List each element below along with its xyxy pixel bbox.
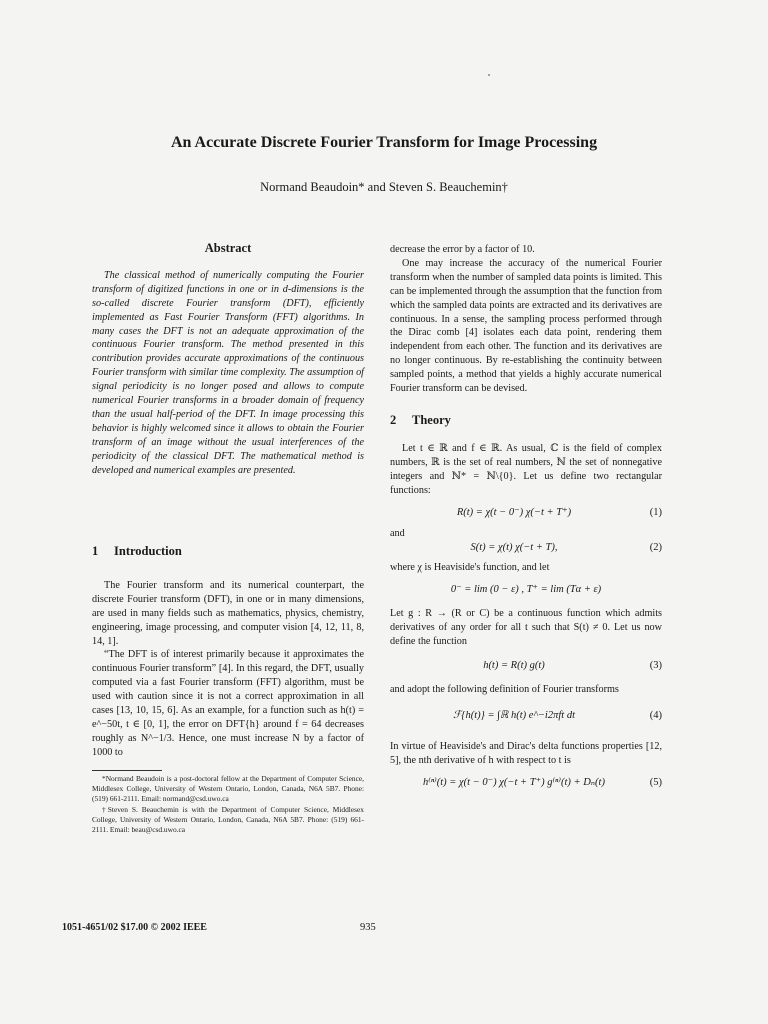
intro-paragraph-1: The Fourier transform and its numerical counterpart, the discrete Fourier transform (DFT), in one or in many dimensions, are used in many fields such as mathematics, physics, chemistry, engineering, image processing, and computer vision [4, 12, 11, 8, 14, 1]. [92,579,364,647]
paragraph-accuracy: One may increase the accuracy of the numerical Fourier transform when the number of sampled data points is limited. This can be implemented through the assumption that the function from which the sampled data points are extracted and its derivatives are continuous. In a sense, the sampling process performed through the Dirac comb [4] isolates each data point, rendering them independent from each other. The function and its derivatives are no longer continuous. By re-establishing the continuity between sampled points, a method that yields a highly accurate numerical Fourier transform can be devised. [390,257,662,395]
equation-1 [390,506,662,520]
theory-number: 2 [390,412,397,427]
intro-paragraph-2: “The DFT is of interest primarily because it approximates the continuous Fourier transform” [4]. In this regard, the DFT, usually computed via a fast Fourier transform (FFT) algorithm, must be used with caution since it is not a correct approximation in all cases [13, 10, 15, 6]. As an example, for a function such as h(t) = e^−50t, t ∈ [0, 1], the error on DFT{h} around f = 64 decreases roughly as N^−1/3. Hence, one must increase N by a factor of 1000 to [92,649,364,758]
intro-heading [92,545,364,559]
equation-2-number: (2) [649,542,662,554]
paper-authors: Normand Beaudoin* and Steven S. Beauchemin† [260,180,508,194]
page-number: 935 [360,922,376,933]
theory-paragraph-5: In virtue of Heaviside's and Dirac's delta functions properties [12, 5], the nth derivative of h with respect to t is [390,741,662,767]
equation-2-body: S(t) = χ(t) χ(−t + T), [470,542,558,554]
equation-3-body: h(t) = R(t) g(t) [483,659,545,671]
theory-paragraph-4: and adopt the following definition of Fourier transforms [390,683,619,695]
equation-4-body: ℱ{h(t)} = ∫ℝ h(t) e^−i2πft dt [453,709,575,721]
theory-paragraph-3: Let g : R → (R or C) be a continuous function which admits derivatives of any order for all t such that S(t) ≠ 0. Let us now define the function [390,608,662,647]
footnote-2: †Steven S. Beauchemin is with the Department of Computer Science, Middlesex College, University of Western Ontario, London, Canada, N6A 5B7. Phone: (519) 661-2111. Email: beau@csd.uwo.ca [92,804,364,835]
intro-number: 1 [92,544,99,558]
equation-2 [390,541,662,555]
left-column [92,242,364,478]
equation-3 [390,659,662,673]
scan-speck [488,74,490,76]
footnote-rule [92,770,162,771]
paragraph-continue: decrease the error by a factor of 10. [390,244,535,255]
equation-3-number: (3) [649,659,662,671]
abstract-text: The classical method of numerically computing the Fourier transform of digitized functions in one or in d-dimensions is the so-called discrete Fourier transform (DFT), efficiently implemented as Fast Fourier Transform (FFT) algorithms. In many cases the DFT is not an adequate approximation of the continuous Fourier transform. The method presented in this contribution provides accurate approximations of the continuous Fourier transform with similar time complexity. The assumption of signal periodicity is no longer posed and allows to compute numerical Fourier transforms in a broader domain of frequency than the usual half-period of the DFT. In image processing this behavior is highly welcomed since it allows to obtain the Fourier transform of an image without the usual interferences of the periodicity of the classical DFT. The mathematical method is developed and numerical examples are presented. [92,269,364,476]
equation-5 [390,776,662,790]
theory-paragraph-2: where χ is Heaviside's function, and let [390,562,550,574]
paper-title: An Accurate Discrete Fourier Transform for Image Processing [170,134,598,151]
and-text: and [390,528,405,540]
intro-section [92,545,364,760]
theory-title: Theory [412,412,451,427]
theory-paragraph-1: Let t ∈ ℝ and f ∈ ℝ. As usual, ℂ is the field of complex numbers, ℝ is the set of real numbers, ℕ the set of nonnegative integers and ℕ* = ℕ\{0}. Let us define two rectangular functions: [390,442,662,496]
footnotes [92,770,364,835]
equation-1-body: R(t) = χ(t − 0⁻) χ(−t + T⁺) [456,506,572,518]
intro-title: Introduction [114,544,182,558]
equation-4-number: (4) [649,709,662,721]
equation-4 [390,709,662,723]
equation-5-number: (5) [649,777,662,789]
equation-limits-body: 0⁻ = lim (0 − ε) , T⁺ = lim (Tα + ε) [450,584,602,596]
equation-1-number: (1) [649,506,662,518]
abstract-heading: Abstract [204,241,252,255]
theory-heading [390,414,662,428]
equation-5-body: h⁽ⁿ⁾(t) = χ(t − 0⁻) χ(−t + T⁺) g⁽ⁿ⁾(t) + Dₙ(t) [423,777,605,789]
equation-limits [390,583,662,597]
right-column [390,243,662,790]
copyright-line: 1051-4651/02 $17.00 © 2002 IEEE [62,922,207,933]
footnote-1: *Normand Beaudoin is a post-doctoral fellow at the Department of Computer Science, Middlesex College, University of Western Ontario, London, Canada, N6A 5B7. Phone: (519) 661-2111. Email: normand@csd.uwo.ca [92,774,364,804]
